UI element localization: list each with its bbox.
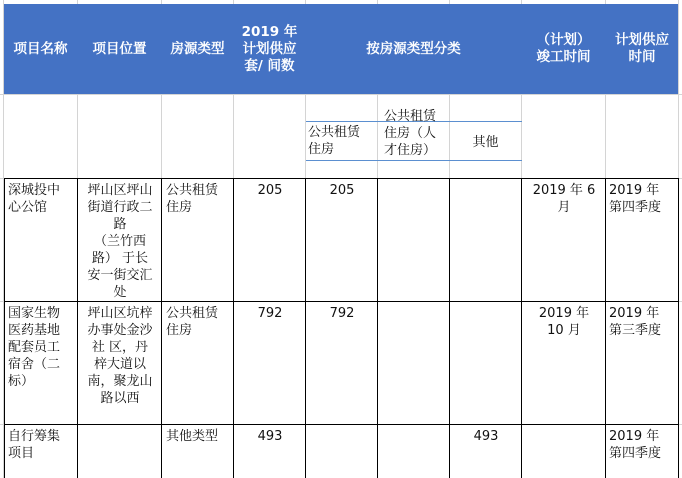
header-project-name: 项目名称 <box>13 40 68 57</box>
row2-location: 坪山区坑梓 办事处金沙 社 区，丹 梓大道以 南，聚龙山 路以西 <box>87 306 153 406</box>
row1-public-rental: 205 <box>329 183 355 198</box>
row1-location: 坪山区坪山 街道行政二 路 （兰竹西 路） 于长 安一街交汇 处 <box>87 183 153 300</box>
row3-name: 自行筹集 项目 <box>8 429 61 461</box>
subheader-other: 其他 <box>472 135 499 150</box>
row1-type: 公共租赁 住房 <box>166 183 219 215</box>
header-housing-type: 房源类型 <box>170 40 225 57</box>
header-planned-units: 2019 年 计划供应 套/ 间数 <box>241 23 298 74</box>
header-supply-time: 计划供应 时间 <box>615 32 669 65</box>
header-completion-time: （计划） 竣工时间 <box>536 32 591 65</box>
row2-completion: 2019 年 10 月 <box>538 306 590 338</box>
header-project-location: 项目位置 <box>92 40 147 57</box>
row1-name: 深城投中 心公馆 <box>8 183 61 215</box>
row2-units: 792 <box>257 306 283 321</box>
row3-type: 其他类型 <box>166 429 219 444</box>
row1-units: 205 <box>257 183 283 198</box>
row3-other: 493 <box>473 429 499 444</box>
header-by-category: 按房源类型分类 <box>366 40 461 57</box>
row2-supply-time: 2019 年 第三季度 <box>609 306 662 338</box>
row1-completion: 2019 年 6 月 <box>532 183 596 215</box>
row1-supply-time: 2019 年 第四季度 <box>609 183 662 215</box>
subheader-public-rental: 公共租赁 住房 <box>308 125 361 157</box>
row2-type: 公共租赁 住房 <box>166 306 219 338</box>
row2-name: 国家生物 医药基地 配套员工 宿舍（二 标） <box>8 306 61 389</box>
row3-units: 493 <box>257 429 283 444</box>
row2-public-rental: 792 <box>329 306 355 321</box>
subheader-talent-housing: 公共租赁 住房（人 才住房） <box>384 109 437 158</box>
row3-supply-time: 2019 年 第四季度 <box>609 429 662 461</box>
